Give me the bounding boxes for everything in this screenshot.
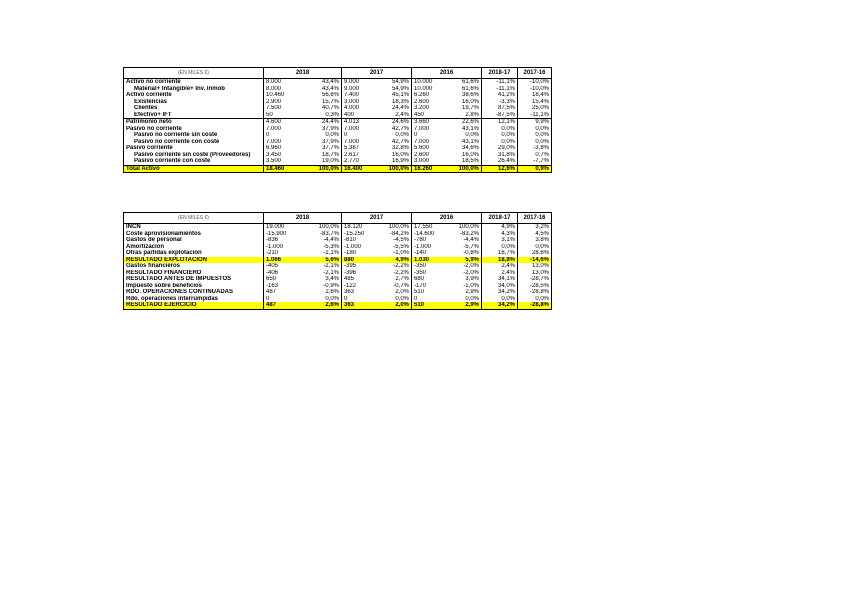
value-2017: 2.617 xyxy=(344,151,360,158)
change-2018-17: -11,1% xyxy=(482,79,518,86)
row-label: Coste aprovisionamientos xyxy=(124,231,264,238)
balance-sheet-body xyxy=(124,68,552,173)
value-2018: 50 xyxy=(266,111,273,118)
change-2018-17: 12,6% xyxy=(482,165,518,173)
row-label: Activo no corriente xyxy=(124,79,264,86)
value-2017: 9.000 xyxy=(344,79,360,86)
pct-2016: -2,0% xyxy=(452,263,482,270)
value-2016: 5.600 xyxy=(414,145,430,152)
value-2018: 0 xyxy=(266,295,270,302)
pct-2017: -2,2% xyxy=(382,263,412,270)
change-2017-16: 0,0% xyxy=(518,296,552,303)
value-2018: 4.600 xyxy=(264,119,304,126)
pct-2016: -4,4% xyxy=(452,237,482,244)
value-2018: 7.000 xyxy=(266,138,282,145)
value-2018: 650 xyxy=(266,276,277,283)
change-2017-16: 18,4% xyxy=(518,92,552,99)
row-label: INCN xyxy=(124,224,264,231)
value-2018: 7.000 xyxy=(266,125,282,132)
change-2017-16: 0,0% xyxy=(518,132,552,139)
value-2018: 8.000 xyxy=(266,85,282,92)
change-2017-16: -28,8% xyxy=(518,302,552,309)
pct-2016: -0,8% xyxy=(452,250,482,257)
change-2018-17: 16,7% xyxy=(482,250,518,257)
change-2017-16: 0,0% xyxy=(518,126,552,133)
row-label: Activo corriente xyxy=(124,92,264,99)
header-units: (EN MILES €) xyxy=(124,68,264,79)
change-2017-16: 3,8% xyxy=(518,237,552,244)
pct-2018: 15,7% xyxy=(304,99,342,106)
pct-2018: -4,4% xyxy=(304,237,342,244)
change-2017-16: 0,9% xyxy=(518,165,552,173)
change-2018-17: 0,0% xyxy=(482,296,518,303)
pct-2017: -2,2% xyxy=(382,270,412,277)
header-change: 2017-16 xyxy=(518,213,552,224)
pct-2018: 19,0% xyxy=(304,158,342,165)
change-2017-16: -14,6% xyxy=(518,257,552,264)
change-2017-16: -7,7% xyxy=(518,158,552,165)
change-2018-17: 0,0% xyxy=(482,244,518,251)
change-2018-17: 31,8% xyxy=(482,152,518,159)
value-2016: 17.550 xyxy=(414,224,433,231)
value-2016: 510 xyxy=(412,302,452,309)
header-year: 2016 xyxy=(412,68,482,79)
pct-2017: 45,1% xyxy=(382,92,412,99)
value-2016: 16.260 xyxy=(412,165,452,173)
value-2017: 2.770 xyxy=(344,158,360,165)
value-2017: 9.000 xyxy=(344,85,360,92)
row-label: Pasivo no corriente xyxy=(124,126,264,133)
row-label: Gastos financieros xyxy=(124,263,264,270)
value-2016: -350 xyxy=(414,263,427,270)
header-year: 2016 xyxy=(412,213,482,224)
value-2018: -406 xyxy=(266,269,279,276)
pct-2016: -5,7% xyxy=(452,244,482,251)
change-2018-17: 2,4% xyxy=(482,263,518,270)
pct-2018: -2,1% xyxy=(304,263,342,270)
income-statement-body xyxy=(124,213,552,310)
pct-2016: 19,7% xyxy=(452,105,482,112)
pct-2018: -83,7% xyxy=(304,231,342,238)
value-2018: 7.500 xyxy=(266,105,282,112)
change-2017-16: 25,0% xyxy=(518,105,552,112)
pct-2017: 42,7% xyxy=(382,126,412,133)
pct-2018: 24,4% xyxy=(304,119,342,126)
pct-2018: 40,7% xyxy=(304,105,342,112)
row-label: RESULTADO FINANCIERO xyxy=(124,270,264,277)
pct-2017: 54,9% xyxy=(382,86,412,93)
pct-2016: 0,0% xyxy=(452,296,482,303)
value-2018: 3.500 xyxy=(266,158,282,165)
pct-2018: 43,4% xyxy=(304,86,342,93)
value-2017: 0 xyxy=(344,295,348,302)
change-2018-17: 4,3% xyxy=(482,231,518,238)
value-2016: 7.000 xyxy=(414,138,430,145)
value-2016: 2.600 xyxy=(414,98,430,105)
value-2017: 7.400 xyxy=(344,92,360,99)
value-2017: -395 xyxy=(344,263,357,270)
value-2017: -810 xyxy=(344,237,357,244)
table-row xyxy=(124,158,552,165)
row-label: Clientes xyxy=(124,105,264,112)
change-2018-17: -87,5% xyxy=(482,112,518,119)
value-2018: 19.000 xyxy=(266,224,285,231)
pct-2018: 100,0% xyxy=(304,165,342,173)
value-2016: 3.200 xyxy=(414,105,430,112)
value-2018: -15.900 xyxy=(266,230,287,237)
value-2018: 2.900 xyxy=(266,98,282,105)
change-2018-17: 87,5% xyxy=(482,105,518,112)
pct-2016: -83,2% xyxy=(452,231,482,238)
pct-2017: -84,2% xyxy=(382,231,412,238)
pct-2016: 61,6% xyxy=(452,86,482,93)
change-2018-17: 4,9% xyxy=(482,224,518,231)
pct-2018: -2,1% xyxy=(304,270,342,277)
value-2017: 4.013 xyxy=(342,119,382,126)
change-2018-17: 41,2% xyxy=(482,92,518,99)
change-2018-17: 0,0% xyxy=(482,126,518,133)
pct-2017: 4,9% xyxy=(382,257,412,264)
change-2017-16: 4,5% xyxy=(518,231,552,238)
value-2018: 487 xyxy=(264,302,304,309)
balance-sheet-table xyxy=(123,67,552,173)
pct-2017: 32,8% xyxy=(382,145,412,152)
pct-2017: 42,7% xyxy=(382,139,412,146)
value-2017: -122 xyxy=(344,282,357,289)
value-2018: -1.000 xyxy=(266,243,284,250)
pct-2016: 2,8% xyxy=(452,112,482,119)
pct-2018: 37,7% xyxy=(304,145,342,152)
pct-2017: 2,7% xyxy=(382,276,412,283)
pct-2017: 0,0% xyxy=(382,296,412,303)
value-2016: -140 xyxy=(414,250,427,257)
value-2016: -780 xyxy=(414,237,427,244)
value-2016: 7.000 xyxy=(414,125,430,132)
pct-2018: 5,6% xyxy=(304,257,342,264)
pct-2018: 37,9% xyxy=(304,126,342,133)
value-2016: -170 xyxy=(414,282,427,289)
row-label: Patrimonio neto xyxy=(124,119,264,126)
pct-2018: -1,1% xyxy=(304,250,342,257)
value-2017: -396 xyxy=(344,269,357,276)
table-row xyxy=(124,79,552,86)
pct-2018: 43,4% xyxy=(304,79,342,86)
value-2018: 18.460 xyxy=(264,165,304,173)
header-row xyxy=(124,68,552,79)
value-2016: 10.000 xyxy=(414,85,433,92)
pct-2018: 56,6% xyxy=(304,92,342,99)
value-2018: 1.066 xyxy=(264,257,304,264)
value-2017: -180 xyxy=(344,250,357,257)
value-2016: 450 xyxy=(414,111,425,118)
income-statement-table xyxy=(123,212,552,310)
row-label: Existencias xyxy=(124,99,264,106)
change-2018-17: 26,4% xyxy=(482,158,518,165)
change-2018-17: 0,0% xyxy=(482,132,518,139)
pct-2017: 100,0% xyxy=(382,224,412,231)
change-2017-16: 0,0% xyxy=(518,139,552,146)
change-2018-17: 34,2% xyxy=(482,289,518,296)
value-2018: 487 xyxy=(266,289,277,296)
header-change: 2017-16 xyxy=(518,68,552,79)
change-2017-16: -10,0% xyxy=(518,79,552,86)
value-2017: 16.400 xyxy=(342,165,382,173)
change-2017-16: -10,0% xyxy=(518,86,552,93)
value-2018: -836 xyxy=(266,237,279,244)
change-2018-17: 34,0% xyxy=(482,283,518,290)
change-2017-16: 0,0% xyxy=(518,244,552,251)
change-2017-16: 13,0% xyxy=(518,263,552,270)
pct-2016: 43,1% xyxy=(452,139,482,146)
pct-2017: 24,6% xyxy=(382,119,412,126)
pct-2018: 3,4% xyxy=(304,276,342,283)
row-label: Rdo. operaciones interrumpidas xyxy=(124,296,264,303)
header-change: 2018-17 xyxy=(482,68,518,79)
pct-2017: 0,0% xyxy=(382,132,412,139)
pct-2016: 5,9% xyxy=(452,257,482,264)
pct-2017: 18,3% xyxy=(382,99,412,106)
pct-2018: -0,9% xyxy=(304,283,342,290)
value-2018: 6.960 xyxy=(266,145,282,152)
value-2017: 363 xyxy=(342,302,382,309)
pct-2016: 22,6% xyxy=(452,119,482,126)
pct-2016: 38,6% xyxy=(452,92,482,99)
pct-2016: 3,9% xyxy=(452,276,482,283)
change-2017-16: -28,7% xyxy=(518,276,552,283)
pct-2017: 2,0% xyxy=(382,289,412,296)
value-2018: 3.450 xyxy=(266,151,282,158)
pct-2017: 16,9% xyxy=(382,158,412,165)
change-2017-16: 15,4% xyxy=(518,99,552,106)
value-2016: -350 xyxy=(414,269,427,276)
value-2017: 4.000 xyxy=(344,105,360,112)
pct-2018: 2,6% xyxy=(304,302,342,309)
change-2018-17: -3,3% xyxy=(482,99,518,106)
pct-2016: -1,0% xyxy=(452,283,482,290)
value-2017: -15.250 xyxy=(344,230,365,237)
row-label: Pasivo corriente sin coste (Proveedores) xyxy=(124,152,264,159)
change-2018-17: 0,0% xyxy=(482,139,518,146)
value-2017: 880 xyxy=(342,257,382,264)
pct-2018: 0,3% xyxy=(304,112,342,119)
change-2018-17: 3,1% xyxy=(482,237,518,244)
value-2017: 363 xyxy=(344,289,355,296)
change-2017-16: 9,9% xyxy=(518,119,552,126)
pct-2016: 100,0% xyxy=(452,224,482,231)
pct-2017: 54,9% xyxy=(382,79,412,86)
value-2017: 18.120 xyxy=(344,224,363,231)
table-row xyxy=(124,302,552,309)
pct-2016: 0,0% xyxy=(452,132,482,139)
pct-2016: -2,0% xyxy=(452,270,482,277)
pct-2016: 61,6% xyxy=(452,79,482,86)
change-2017-16: -11,1% xyxy=(518,112,552,119)
pct-2017: 24,4% xyxy=(382,105,412,112)
value-2018: -405 xyxy=(266,263,279,270)
change-2018-17: 2,4% xyxy=(482,270,518,277)
pct-2017: 2,4% xyxy=(382,112,412,119)
header-year: 2017 xyxy=(342,68,412,79)
row-label: Efectivo+ IFT xyxy=(124,112,264,119)
value-2017: 5.387 xyxy=(344,145,360,152)
pct-2017: 16,0% xyxy=(382,152,412,159)
value-2017: 400 xyxy=(344,111,355,118)
change-2017-16: -28,8% xyxy=(518,289,552,296)
pct-2018: -5,3% xyxy=(304,244,342,251)
value-2016: 0 xyxy=(414,132,418,139)
pct-2017: 100,0% xyxy=(382,165,412,173)
header-row xyxy=(124,213,552,224)
row-label: Pasivo no corriente sin coste xyxy=(124,132,264,139)
value-2017: 485 xyxy=(344,276,355,283)
value-2018: 8.000 xyxy=(266,79,282,86)
change-2018-17: 34,1% xyxy=(482,276,518,283)
row-label: RESULTADO EJERCICIO xyxy=(124,302,264,309)
change-2017-16: -3,8% xyxy=(518,145,552,152)
row-label: RDO. OPERACIONES CONTINUADAS xyxy=(124,289,264,296)
pct-2018: 100,0% xyxy=(304,224,342,231)
header-units: (EN MILES €) xyxy=(124,213,264,224)
row-label: Amortización xyxy=(124,244,264,251)
row-label: RESULTADO ANTES DE IMPUESTOS xyxy=(124,276,264,283)
row-label: Otras partidas explotación xyxy=(124,250,264,257)
pct-2016: 2,9% xyxy=(452,302,482,309)
change-2018-17: 12,1% xyxy=(482,119,518,126)
row-label: Pasivo corriente xyxy=(124,145,264,152)
row-label: Pasivo corriente con coste xyxy=(124,158,264,165)
value-2016: -1.000 xyxy=(414,243,432,250)
row-label: Gastos de personal xyxy=(124,237,264,244)
value-2016: 3.660 xyxy=(412,119,452,126)
change-2017-16: 0,7% xyxy=(518,152,552,159)
value-2018: 0 xyxy=(266,132,270,139)
change-2018-17: 18,8% xyxy=(482,257,518,264)
value-2018: -163 xyxy=(266,282,279,289)
table-row xyxy=(124,165,552,173)
pct-2016: 2,9% xyxy=(452,289,482,296)
pct-2016: 100,0% xyxy=(452,165,482,173)
value-2016: 510 xyxy=(414,289,425,296)
change-2018-17: 29,0% xyxy=(482,145,518,152)
pct-2018: 18,7% xyxy=(304,152,342,159)
change-2017-16: 3,2% xyxy=(518,224,552,231)
pct-2017: 2,0% xyxy=(382,302,412,309)
row-label: Impuesto sobre beneficios xyxy=(124,283,264,290)
pct-2018: 2,6% xyxy=(304,289,342,296)
value-2016: 1.030 xyxy=(412,257,452,264)
pct-2016: 16,0% xyxy=(452,152,482,159)
value-2016: 3.000 xyxy=(414,158,430,165)
pct-2017: -5,5% xyxy=(382,244,412,251)
table-row xyxy=(124,112,552,119)
pct-2016: 18,5% xyxy=(452,158,482,165)
header-year: 2017 xyxy=(342,213,412,224)
change-2017-16: 28,6% xyxy=(518,250,552,257)
pct-2016: 34,6% xyxy=(452,145,482,152)
table-row xyxy=(124,119,552,126)
pct-2018: 37,9% xyxy=(304,139,342,146)
table-row xyxy=(124,224,552,231)
value-2017: 3.000 xyxy=(344,98,360,105)
pct-2018: 0,0% xyxy=(304,296,342,303)
row-label: Pasivo no corriente con coste xyxy=(124,139,264,146)
value-2016: 0 xyxy=(414,295,418,302)
pct-2016: 16,0% xyxy=(452,99,482,106)
pct-2017: -1,0% xyxy=(382,250,412,257)
value-2018: -210 xyxy=(266,250,279,257)
row-label: RESULTADO EXPLOTACIÓN xyxy=(124,257,264,264)
value-2016: 6.260 xyxy=(414,92,430,99)
value-2016: -14.600 xyxy=(414,230,435,237)
value-2017: 7.000 xyxy=(344,138,360,145)
value-2017: -1.000 xyxy=(344,243,362,250)
pct-2018: 0,0% xyxy=(304,132,342,139)
value-2018: 10.460 xyxy=(266,92,285,99)
pct-2017: -0,7% xyxy=(382,283,412,290)
value-2016: 680 xyxy=(414,276,425,283)
pct-2017: -4,5% xyxy=(382,237,412,244)
row-label: Total Activo xyxy=(124,165,264,173)
change-2017-16: -28,5% xyxy=(518,283,552,290)
change-2018-17: 34,2% xyxy=(482,302,518,309)
value-2016: 10.000 xyxy=(414,79,433,86)
value-2017: 0 xyxy=(344,132,348,139)
header-change: 2018-17 xyxy=(482,213,518,224)
pct-2016: 43,1% xyxy=(452,126,482,133)
value-2016: 2.600 xyxy=(414,151,430,158)
header-year: 2018 xyxy=(264,68,342,79)
row-label: Material+ Intangible+ Inv. Inmob xyxy=(124,86,264,93)
change-2018-17: -11,1% xyxy=(482,86,518,93)
header-year: 2018 xyxy=(264,213,342,224)
change-2017-16: 13,0% xyxy=(518,270,552,277)
value-2017: 7.000 xyxy=(344,125,360,132)
